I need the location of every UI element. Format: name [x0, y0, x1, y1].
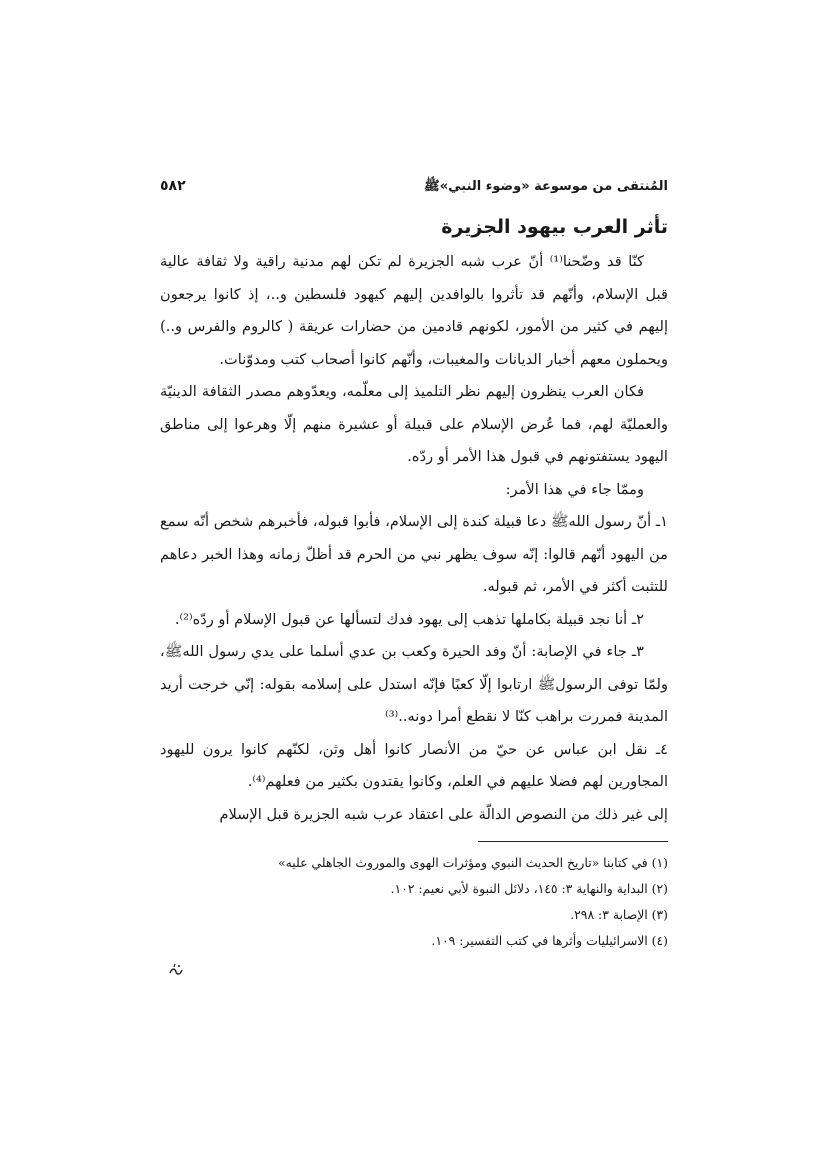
footnote-2: (٢) البداية والنهاية ٣: ١٤٥، دلائل النبوة لأبي نعيم: ١٠٢. — [390, 881, 668, 896]
paragraph-arabs-view: فكان العرب ينظرون إليهم نظر التلميذ إلى معلّمه، ويعدّوهم مصدر الثقافة الدينيّة والعمليّة لهم، فما عُرض الإسلام على قبيلة أو عشيرة منهم إلّا وهرعوا إلى مناطق اليهود يستفتونهم في قبول هذا الأمر أو ردّه. — [160, 383, 668, 465]
footnote-4: (٤) الاسرائيليات وأثرها في كتب التفسير: ١٠٩. — [431, 933, 668, 948]
paragraph-conclusion: إلى غير ذلك من النصوص الدالّة على اعتقاد عرب شبه الجزيرة قبل الإسلام — [219, 805, 668, 823]
paragraph-example-4: ٤ـ نقل ابن عباس عن حيّ من الأنصار كانوا أهل وثن، لكنّهم كانوا يرون لليهود المجاورين لهم فضلا عليهم في العلم، وكانوا يقتدون بكثير من فعلهم⁽⁴⁾. — [160, 740, 668, 790]
footnote-3: (٣) الإصابة ٣: ٢٩٨. — [570, 907, 668, 922]
paragraph-example-3: ٣ـ جاء في الإصابة: أنّ وفد الحيرة وكعب بن عدي أسلما على يدي رسول اللهﷺ، ولمّا توفى الرسولﷺ ارتابوا إلّا كعبًا فإنّه استدل على إسلامه بقوله: إنّي خرجت أريد المدينة فمررت براهب كنّا لا نقطع أمرا دونه..⁽³⁾ — [160, 643, 668, 725]
page-header — [160, 178, 668, 202]
paragraph-example-2: ٢ـ أنا نجد قبيلة بكاملها تذهب إلى يهود فدك لتسألها عن قبول الإسلام أو ردّه⁽²⁾. — [174, 610, 644, 628]
paragraph-intro: كنّا قد وضّحنا⁽¹⁾ أنّ عرب شبه الجزيرة لم تكن لهم مدنية راقية ولا ثقافة عالية قبل الإسلام، وأنّهم قد تأثروا بالوافدين إليهم كيهود فلسطين و..، إذ كانوا يرجعون إليهم في كثير من الأمور، لكونهم قادمين من حضارات عريقة ( كالروم والفرس و..) ويحملون معهم أخبار الديانات والمغيبات، وأنّهم كانوا أصحاب كتب ومدوّنات. — [160, 253, 668, 368]
running-title: المُنتقى من موسوعة «وضوء النبي»ﷺ — [424, 179, 668, 194]
paragraph-example-1: ١ـ أنّ رسول اللهﷺ دعا قبيلة كندة إلى الإسلام، فأبوا قبوله، فأخبرهم شخص أنّه سمع من اليهود أنّهم قالوا: إنّه سوف يظهر نبي من الحرم قد أظلّ زمانه وهذا الخبر دعاهم للتثبت أكثر في الأمر، ثم قبوله. — [160, 513, 668, 595]
footnote-1: (١) في كتابنا «تاريخ الحديث النبوي ومؤثرات الهوى والموروث الجاهلي عليه» — [278, 855, 668, 870]
section-heading: تأثر العرب بيهود الجزيرة — [441, 216, 668, 238]
paragraph-examples-lead: وممّا جاء في هذا الأمر: — [505, 480, 644, 498]
ornament-icon — [168, 962, 184, 978]
book-page — [160, 178, 668, 954]
footnote-divider — [478, 841, 668, 842]
page-number: ٥٨٢ — [160, 178, 186, 194]
